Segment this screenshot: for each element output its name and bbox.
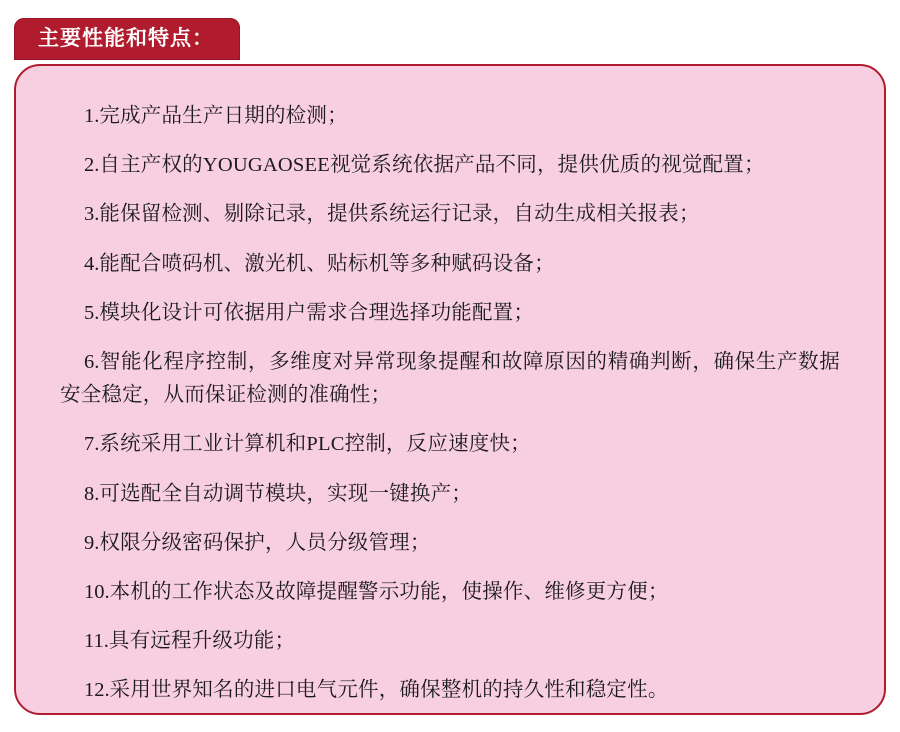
list-item-number: 11. — [84, 630, 109, 653]
features-list — [60, 100, 840, 708]
list-item — [60, 625, 840, 658]
list-item-number: 3. — [84, 203, 100, 226]
features-panel — [14, 64, 886, 715]
list-item-number: 12. — [84, 679, 110, 702]
list-item — [60, 100, 840, 133]
list-item-text: 能配合喷码机、激光机、贴标机等多种赋码设备； — [99, 252, 555, 275]
list-item-text: 系统采用工业计算机和PLC控制，反应速度快； — [99, 433, 531, 456]
list-item-number: 9. — [84, 531, 100, 554]
list-item — [60, 674, 840, 707]
list-item-number: 5. — [84, 301, 100, 324]
list-item-number: 10. — [84, 581, 110, 604]
list-item-text: 权限分级密码保护，人员分级管理； — [99, 531, 431, 554]
list-item-text: 可选配全自动调节模块，实现一键换产； — [99, 482, 472, 505]
page-title: 主要性能和特点： — [14, 18, 240, 60]
list-item-text: 采用世界知名的进口电气元件，确保整机的持久性和稳定性。 — [109, 679, 669, 702]
list-item — [60, 149, 840, 182]
list-item-number: 6. — [84, 351, 100, 374]
list-item-text: 本机的工作状态及故障提醒警示功能，使操作、维修更方便； — [109, 581, 669, 604]
list-item-text: 自主产权的YOUGAOSEE视觉系统依据产品不同，提供优质的视觉配置； — [99, 154, 765, 177]
list-item — [60, 346, 840, 412]
list-item — [60, 576, 840, 609]
list-item — [60, 198, 840, 231]
list-item-number: 8. — [84, 482, 100, 505]
list-item — [60, 248, 840, 281]
list-item-number: 4. — [84, 252, 100, 275]
list-item-text: 能保留检测、剔除记录，提供系统运行记录，自动生成相关报表； — [99, 203, 700, 226]
list-item-text: 具有远程升级功能； — [108, 630, 296, 653]
list-item — [60, 527, 840, 560]
list-item — [60, 478, 840, 511]
list-item-number: 1. — [84, 105, 100, 127]
list-item — [60, 297, 840, 330]
list-item-number: 2. — [84, 154, 100, 177]
list-item-text: 完成产品生产日期的检测； — [99, 105, 348, 127]
list-item-number: 7. — [84, 433, 100, 456]
list-item-text: 智能化程序控制，多维度对异常现象提醒和故障原因的精确判断，确保生产数据安全稳定，从而保证检测的准确性； — [60, 351, 840, 407]
list-item — [60, 428, 840, 461]
list-item-text: 模块化设计可依据用户需求合理选择功能配置； — [99, 301, 535, 324]
